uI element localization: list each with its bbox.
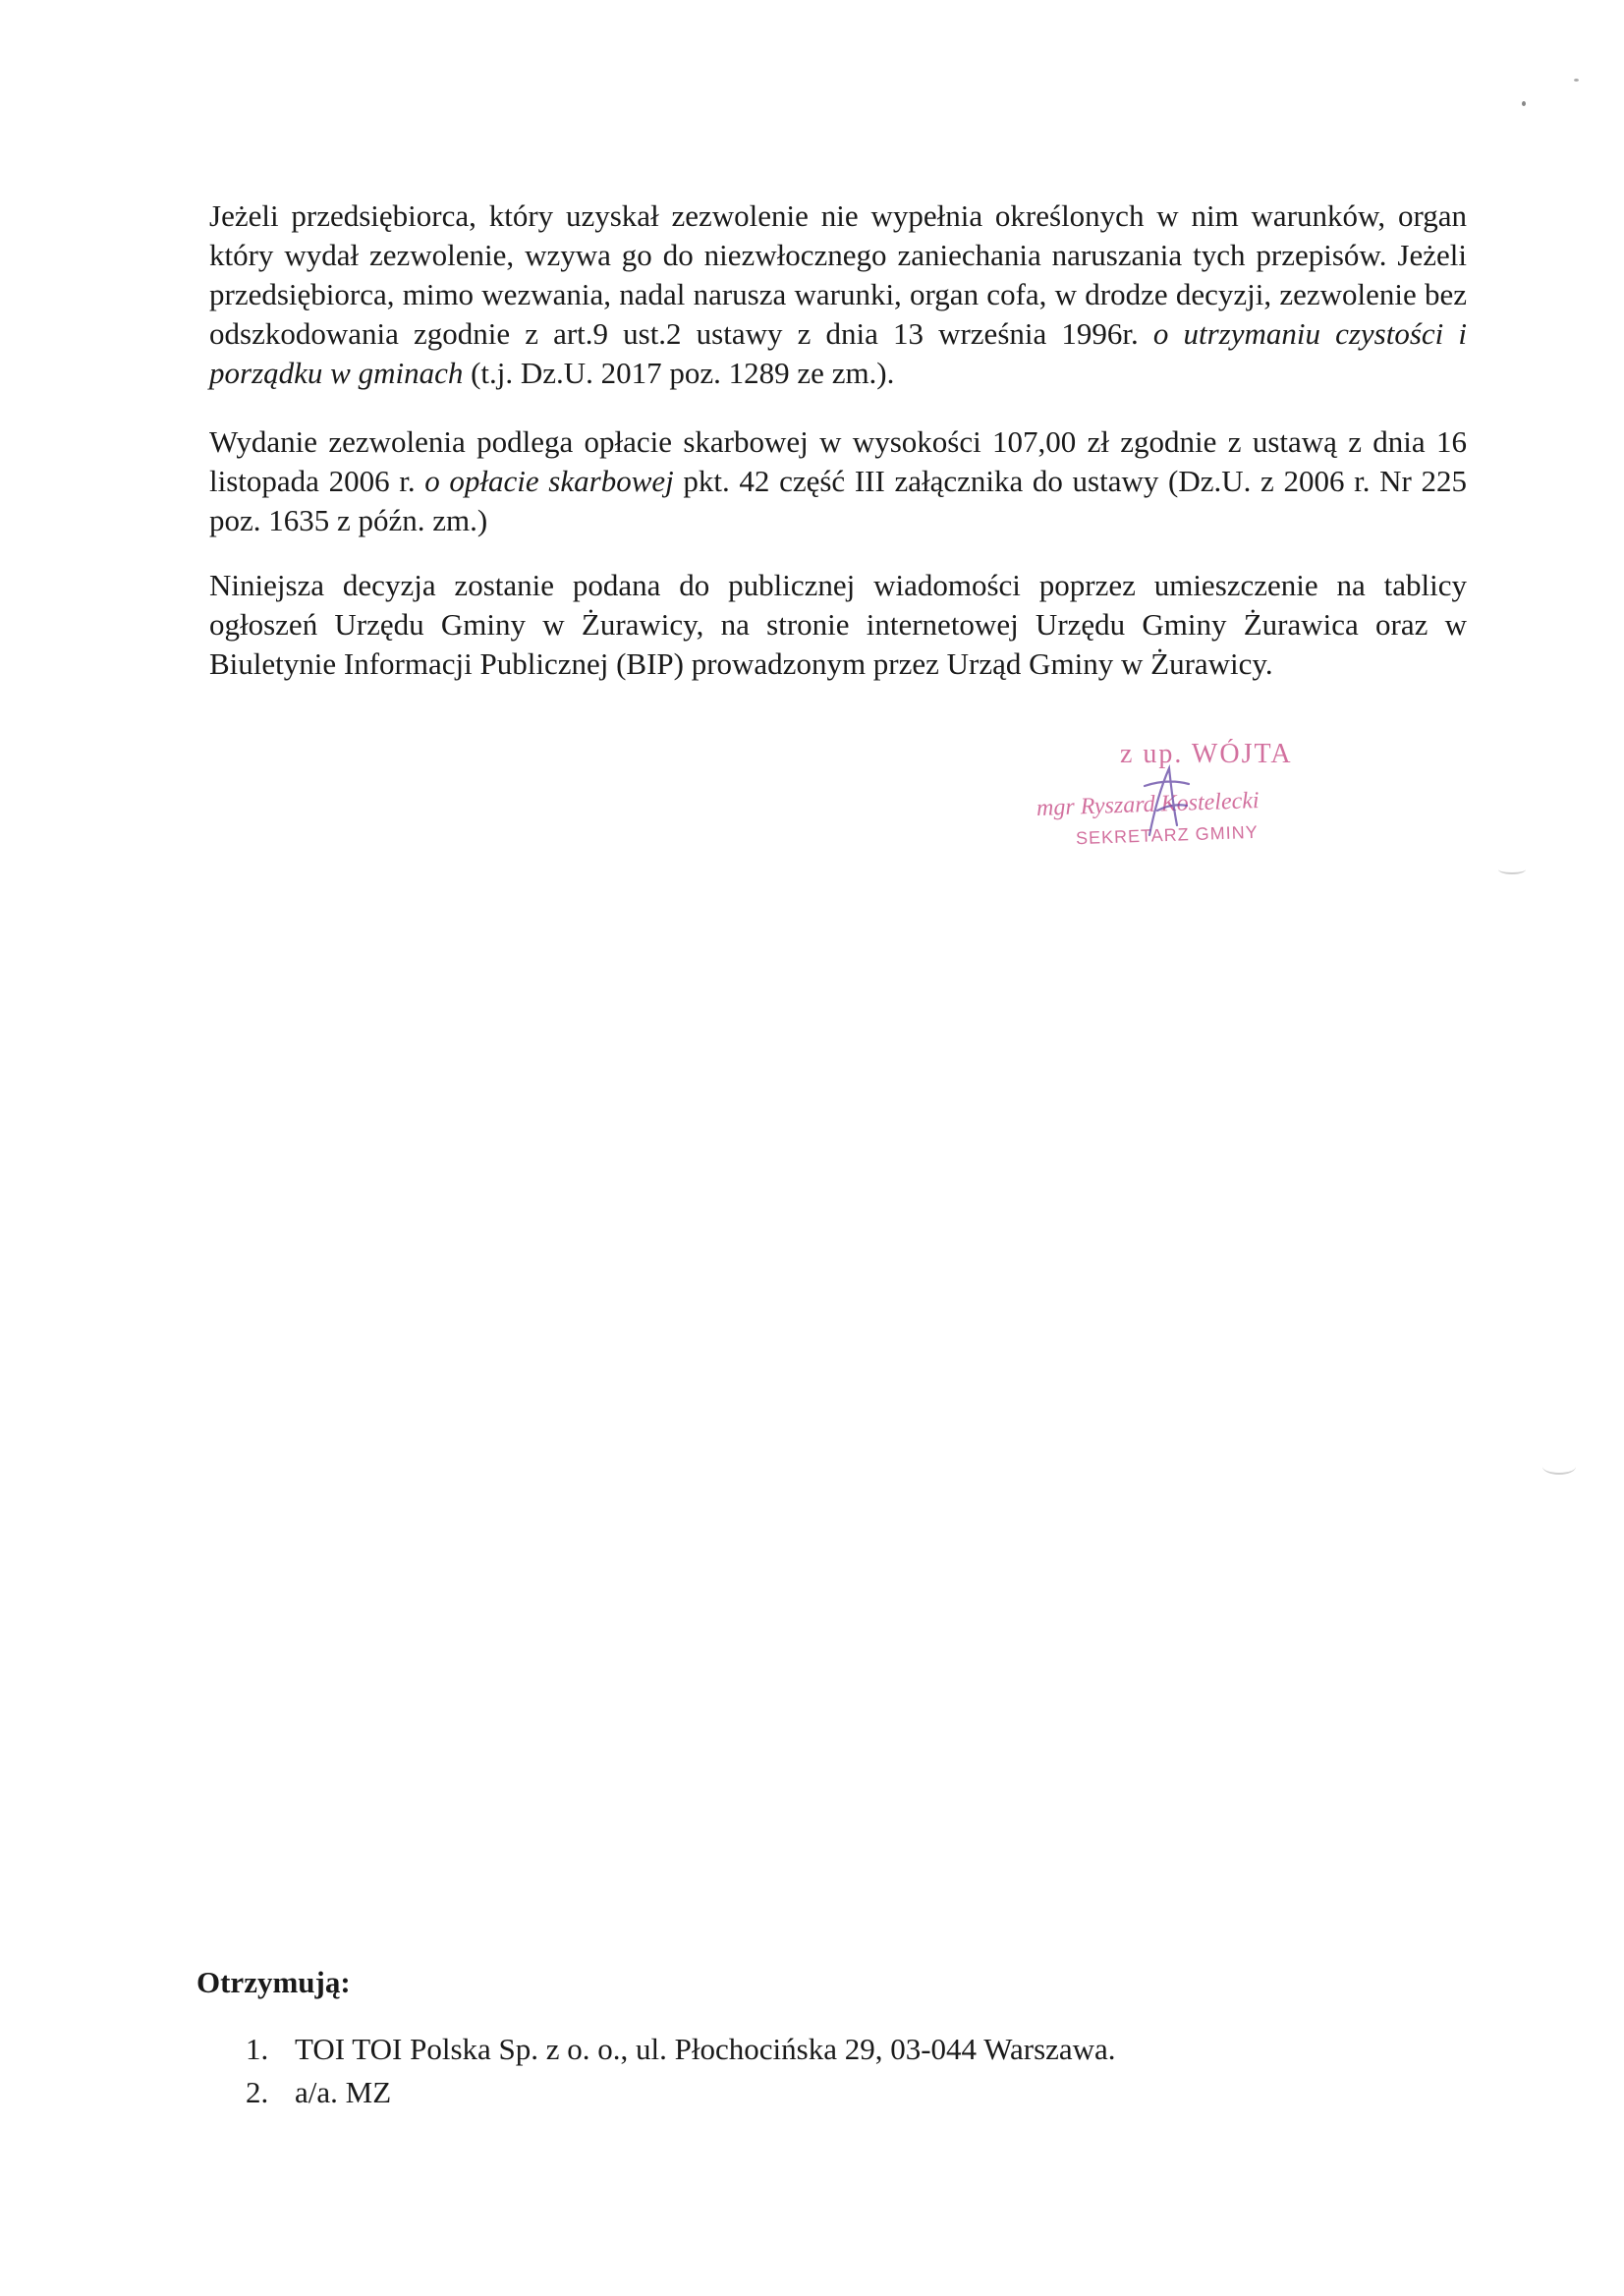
paragraph-text: (t.j. Dz.U. 2017 poz. 1289 ze zm.). [463, 356, 895, 390]
paragraph-permit-revocation [209, 196, 1467, 393]
stamp-authority: z up. WÓJTA [1120, 739, 1293, 769]
scan-speck [1522, 101, 1526, 106]
recipients-heading: Otrzymują: [196, 1965, 351, 1999]
list-item-number: 2. [246, 2075, 269, 2109]
recipients-list [246, 2028, 1116, 2114]
list-item [246, 2071, 1116, 2114]
stamp-signatory-name: mgr Ryszard Kostelecki [1036, 788, 1260, 821]
paragraph-text: pkt. 42 część III załącznika do ustawy (Dz.U. z 2006 r. Nr 225 poz. 1635 z późn. zm.) [209, 464, 1467, 537]
paragraph-publication: Niniejsza decyzja zostanie podana do publicznej wiadomości poprzez umieszczenie na tablicy ogłoszeń Urzędu Gminy w Żurawicy, na stronie internetowej Urzędu Gminy Żurawica oraz w Biuletynie Informacji Publicznej (BIP) prowadzonym przez Urząd Gminy w Żurawicy. [209, 568, 1467, 681]
scan-edge-mark [1498, 865, 1526, 874]
act-title-italic: o utrzymaniu czystości i porządku w gminach [209, 316, 1467, 390]
paragraph-text: Wydanie zezwolenia podlega opłacie skarbowej w wysokości 107,00 zł zgodnie z ustawą z dnia 16 listopada 2006 r. [209, 424, 1467, 498]
list-item-text: a/a. MZ [295, 2075, 392, 2109]
scan-edge-mark [1542, 1459, 1576, 1475]
paragraph-text: Jeżeli przedsiębiorca, który uzyskał zezwolenie nie wypełnia określonych w nim warunków, organ który wydał zezwolenie, wzywa go do niezwłocznego zaniechania naruszania tych przepisów. Jeżeli przedsiębiorca, mimo wezwania, nadal narusza warunki, organ cofa, w drodze decyzji, zezwolenie bez odszkodowania zgodnie z art.9 ust.2 ustawy z dnia 13 września 1996r. [209, 198, 1467, 351]
scan-speck [1574, 79, 1579, 82]
paragraph-stamp-duty [209, 422, 1467, 540]
stamp-signatory-title: SEKRETARZ GMINY [1075, 821, 1259, 849]
act-title-italic: o opłacie skarbowej [424, 464, 674, 498]
list-item [246, 2028, 1116, 2071]
handwritten-signature [1130, 756, 1199, 845]
list-item-number: 1. [246, 2032, 269, 2066]
list-item-text: TOI TOI Polska Sp. z o. o., ul. Płochocińska 29, 03-044 Warszawa. [295, 2032, 1116, 2066]
